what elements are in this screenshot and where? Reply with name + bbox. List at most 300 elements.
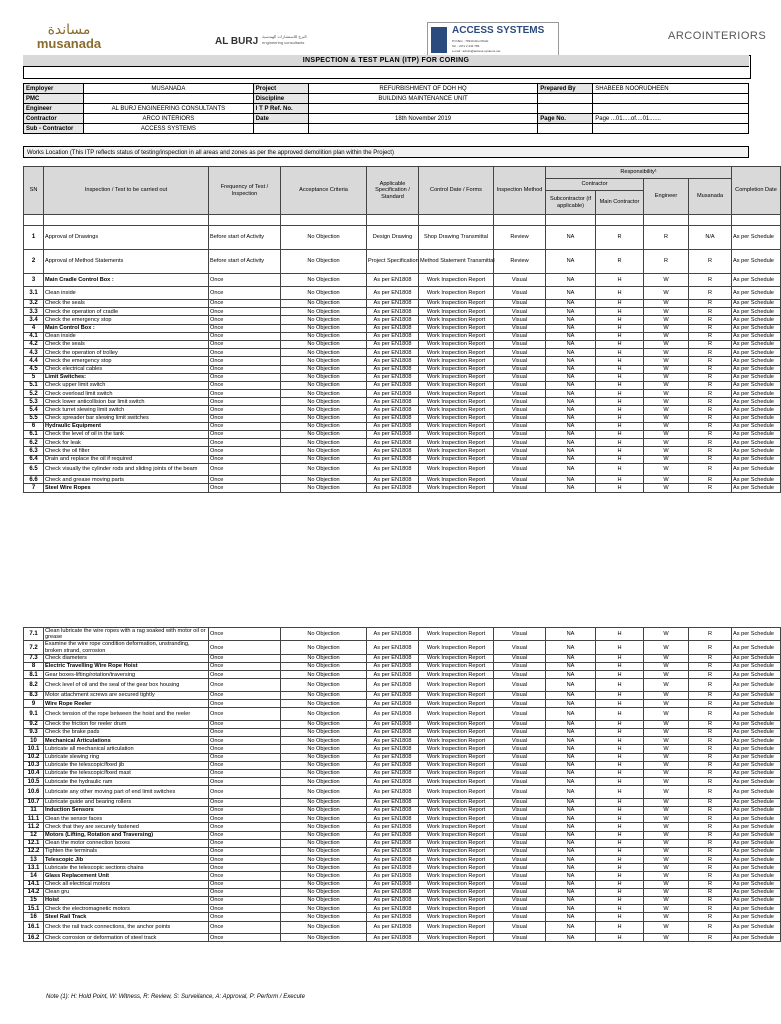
control-form-cell: Work Inspection Report xyxy=(419,815,494,823)
control-form-cell: Work Inspection Report xyxy=(419,463,494,476)
table-row xyxy=(24,300,781,308)
musanada-cell: R xyxy=(689,798,732,806)
sn-cell: 10.6 xyxy=(24,786,44,799)
frequency-cell: Once xyxy=(209,365,281,373)
acceptance-cell: No Objection xyxy=(281,357,367,365)
inspection-cell: Check electrical cables xyxy=(44,365,209,373)
table-row xyxy=(24,921,781,934)
specification-cell: As per EN1808 xyxy=(367,708,419,721)
acceptance-cell: No Objection xyxy=(281,934,367,942)
main-contractor-cell: H xyxy=(596,439,644,447)
specification-cell: As per EN1808 xyxy=(367,390,419,398)
inspection-cell: Steel Wire Ropes xyxy=(44,484,209,492)
engineer-cell: R xyxy=(644,226,689,250)
musanada-cell: R xyxy=(689,324,732,332)
table-row xyxy=(24,679,781,692)
engineer-cell: W xyxy=(644,831,689,839)
acceptance-cell: No Objection xyxy=(281,888,367,896)
completion-date-cell: As per Schedule xyxy=(732,332,781,340)
control-form-cell: Work Inspection Report xyxy=(419,390,494,398)
table-row xyxy=(24,250,781,274)
inspection-cell: Gear boxes-lifting/rotation/traversing xyxy=(44,671,209,679)
specification-cell: As per EN1808 xyxy=(367,484,419,492)
main-contractor-cell: H xyxy=(596,414,644,422)
specification-cell: As per EN1808 xyxy=(367,880,419,888)
acceptance-cell: No Objection xyxy=(281,316,367,324)
inspection-cell: Check visually the cylinder rods and sliding joints of the beam xyxy=(44,463,209,476)
control-form-cell: Work Inspection Report xyxy=(419,439,494,447)
completion-date-cell: As per Schedule xyxy=(732,786,781,799)
sn-cell: 8.3 xyxy=(24,691,44,699)
sn-cell: 6 xyxy=(24,422,44,430)
main-contractor-cell: H xyxy=(596,406,644,414)
main-contractor-cell: H xyxy=(596,398,644,406)
acceptance-cell: No Objection xyxy=(281,447,367,455)
specification-cell: As per EN1808 xyxy=(367,274,419,287)
acceptance-cell: No Objection xyxy=(281,340,367,348)
main-contractor-cell: H xyxy=(596,484,644,492)
inspection-method-cell: Visual xyxy=(494,745,546,753)
inspection-method-cell: Visual xyxy=(494,365,546,373)
subcontractor-cell: NA xyxy=(546,365,596,373)
subcontractor-cell: NA xyxy=(546,226,596,250)
table-row xyxy=(24,663,781,671)
completion-date-cell: As per Schedule xyxy=(732,226,781,250)
inspection-cell: Lubricate the telescopic/fixed jib xyxy=(44,761,209,769)
main-contractor-cell: H xyxy=(596,671,644,679)
inspection-method-cell: Visual xyxy=(494,287,546,300)
acceptance-cell: No Objection xyxy=(281,786,367,799)
sn-cell: 16 xyxy=(24,913,44,921)
completion-date-cell: As per Schedule xyxy=(732,934,781,942)
acceptance-cell: No Objection xyxy=(281,455,367,463)
sn-cell: 9 xyxy=(24,700,44,708)
acceptance-cell: No Objection xyxy=(281,332,367,340)
subcontractor-cell: NA xyxy=(546,700,596,708)
completion-date-cell: As per Schedule xyxy=(732,663,781,671)
inspection-cell: Check corrosion or deformation of steel track xyxy=(44,934,209,942)
subcontractor-cell: NA xyxy=(546,815,596,823)
table-row xyxy=(24,476,781,484)
table-row xyxy=(24,349,781,357)
table-row xyxy=(24,357,781,365)
specification-cell: As per EN1808 xyxy=(367,373,419,381)
inspection-method-cell: Visual xyxy=(494,839,546,847)
specification-cell: As per EN1808 xyxy=(367,934,419,942)
frequency-cell: Once xyxy=(209,406,281,414)
subcontractor-cell: NA xyxy=(546,476,596,484)
main-contractor-cell: H xyxy=(596,815,644,823)
completion-date-cell: As per Schedule xyxy=(732,720,781,728)
specification-cell: As per EN1808 xyxy=(367,332,419,340)
musanada-cell: R xyxy=(689,484,732,492)
inspection-method-cell: Visual xyxy=(494,422,546,430)
table-row xyxy=(24,888,781,896)
control-form-cell: Work Inspection Report xyxy=(419,398,494,406)
document-title: INSPECTION & TEST PLAN (ITP) FOR CORING xyxy=(23,55,749,67)
engineer-cell: W xyxy=(644,406,689,414)
acceptance-cell: No Objection xyxy=(281,880,367,888)
control-form-cell: Work Inspection Report xyxy=(419,761,494,769)
engineer-cell: W xyxy=(644,839,689,847)
inspection-cell: Glass Replacement Unit xyxy=(44,872,209,880)
engineer-cell: W xyxy=(644,728,689,736)
completion-date-cell: As per Schedule xyxy=(732,373,781,381)
sn-cell: 16.2 xyxy=(24,934,44,942)
frequency-cell: Once xyxy=(209,654,281,662)
completion-date-cell: As per Schedule xyxy=(732,778,781,786)
engineer-cell: W xyxy=(644,798,689,806)
acceptance-cell: No Objection xyxy=(281,628,367,641)
frequency-cell: Once xyxy=(209,373,281,381)
frequency-cell: Once xyxy=(209,398,281,406)
sn-cell: 13.1 xyxy=(24,864,44,872)
musanada-cell: R xyxy=(689,913,732,921)
acceptance-cell: No Objection xyxy=(281,439,367,447)
specification-cell: As per EN1808 xyxy=(367,798,419,806)
engineer-cell: W xyxy=(644,663,689,671)
specification-cell: As per EN1808 xyxy=(367,679,419,692)
main-contractor-cell: H xyxy=(596,463,644,476)
table-row xyxy=(24,745,781,753)
table-row xyxy=(24,641,781,654)
main-contractor-cell: H xyxy=(596,455,644,463)
sn-cell: 10 xyxy=(24,737,44,745)
acceptance-cell: No Objection xyxy=(281,414,367,422)
sn-cell: 3.4 xyxy=(24,316,44,324)
specification-cell: As per EN1808 xyxy=(367,897,419,905)
main-contractor-cell: H xyxy=(596,654,644,662)
musanada-cell: R xyxy=(689,641,732,654)
acceptance-cell: No Objection xyxy=(281,753,367,761)
frequency-cell: Once xyxy=(209,324,281,332)
specification-cell: As per EN1808 xyxy=(367,476,419,484)
engineer-cell: W xyxy=(644,778,689,786)
sn-cell: 8.2 xyxy=(24,679,44,692)
subcontractor-cell: NA xyxy=(546,778,596,786)
completion-date-cell: As per Schedule xyxy=(732,439,781,447)
itp-table-page1: SN Inspection / Test to be carried out Frequency of Test / Inspection Acceptance Criteria Applicable Specification / Standard Control Date / Forms Inspection Method Responsibility¹ Completion Date Contractor Engineer Musanada Subcontractor (if applicable) Main Contractor 1 Approval of Drawings Before start of Activity No Objection Design Drawing Shop Drawing Transmittal Review NA R R N/A As per Schedule 2 Approval of Method Statements Before start of Activity No Objection Project Specification Method Statement Transmittal Review NA R R R As per Schedule 3 Main Cradle Control Box : Once No Objection As per EN1808 Work Inspection Report Visual NA H W R As per Schedule 3.1 Clean inside Once No Objection As per EN1808 Work Inspection Report Visual NA H W R As per Schedule 3.2 Check the seals Once No Objection As per EN1808 Work Inspection Report Visual NA H W R As per Schedule 3.3 Check the operation of cradle Once No Objection As per EN1808 Work Inspection Report Visual NA H W R As per Schedule 3.4 Check the emergency stop Once No Objection As per EN1808 Work Inspection Report Visual NA H W R As per Schedule 4 Main Control Box : Once No Objection As per EN1808 Work Inspection Report Visual NA H W R As per Schedule 4.1 Clean inside Once No Objection As per EN1808 Work Inspection Report Visual NA H W R As per Schedule 4.2 Check the seals Once No Objection As per EN1808 Work Inspection Report Visual NA H W R As per Schedule 4.3 Check the operation of trolley Once No Objection As per EN1808 Work Inspection Report Visual NA H W R As per Schedule 4.4 Check the emergency stop Once No Objection As per EN1808 Work Inspection Report Visual NA H W R As per Schedule 4.5 Check electrical cables Once No Objection As per EN1808 Work Inspection Report Visual NA H W R As per Schedule 5 Limit Switches: Once No Objection As per EN1808 Work Inspection Report Visual NA H W R As per Schedule 5.1 Check upper limit switch Once No Objection As per EN1808 Work Inspection Report Visual NA H W R As per Schedule 5.2 Check overload limit switch Once No Objection As per EN1808 Work Inspection Report Visual NA H W R As per Schedule 5.3 Check lower anticollision bar limit switch Once No Objection As per EN1808 Work Inspection Report Visual NA H W R As per Schedule 5.4 Check turret slewing limit switch Once No Objection As per EN1808 Work Inspection Report Visual NA H W R As per Schedule 5.5 Check spreader bar slewing limit switches Once No Objection As per EN1808 Work Inspection Report Visual NA H W R As per Schedule 6 Hydraulic Equipment Once No Objection As per EN1808 Work Inspection Report Visual NA H W R As per Schedule 6.1 Check the level of oil in the tank Once No Objection As per EN1808 Work Inspection Report Visual NA H W R As per Schedule 6.2 Check for leak Once No Objection As per EN1808 Work Inspection Report Visual NA H W R As per Schedule 6.3 Check the oil filter Once No Objection As per EN1808 Work Inspection Report Visual NA H W R As per Schedule 6.4 Drain and replace the oil if required Once No Objection As per EN1808 Work Inspection Report Visual NA H W R As per Schedule 6.5 Check visually the cylinder rods and sliding joints of the beam Once No Objection As per EN1808 Work Inspection Report Visual NA H W R As per Schedule 6.6 Check and grease moving parts Once No Objection As per EN1808 Work Inspection Report Visual NA H W R As per Schedule 7 Steel Wire Ropes Once No Objection As per EN1808 Work Inspection Report Visual NA H W R As per Schedule xyxy=(23,166,781,493)
completion-date-cell: As per Schedule xyxy=(732,761,781,769)
specification-cell: As per EN1808 xyxy=(367,663,419,671)
frequency-cell: Once xyxy=(209,864,281,872)
inspection-method-cell: Visual xyxy=(494,880,546,888)
specification-cell: As per EN1808 xyxy=(367,691,419,699)
sn-cell: 12.2 xyxy=(24,847,44,855)
completion-date-cell: As per Schedule xyxy=(732,654,781,662)
inspection-cell: Check diameters xyxy=(44,654,209,662)
control-form-cell: Work Inspection Report xyxy=(419,274,494,287)
engineer-cell: W xyxy=(644,737,689,745)
main-contractor-cell: H xyxy=(596,856,644,864)
frequency-cell: Once xyxy=(209,831,281,839)
musanada-cell: R xyxy=(689,847,732,855)
musanada-cell: R xyxy=(689,823,732,831)
table-row xyxy=(24,365,781,373)
specification-cell: As per EN1808 xyxy=(367,761,419,769)
inspection-cell: Motors (Lifting, Rotation and Traversing) xyxy=(44,831,209,839)
table-row xyxy=(24,831,781,839)
specification-cell: As per EN1808 xyxy=(367,872,419,880)
engineer-cell: W xyxy=(644,786,689,799)
table-row xyxy=(24,823,781,831)
frequency-cell: Once xyxy=(209,761,281,769)
specification-cell: As per EN1808 xyxy=(367,455,419,463)
inspection-method-cell: Visual xyxy=(494,815,546,823)
control-form-cell: Work Inspection Report xyxy=(419,484,494,492)
engineer-cell: W xyxy=(644,888,689,896)
engineer-cell: W xyxy=(644,856,689,864)
table-row xyxy=(24,897,781,905)
sn-cell: 7 xyxy=(24,484,44,492)
frequency-cell: Before start of Activity xyxy=(209,250,281,274)
inspection-cell: Lubricate any other moving part of end limit switches xyxy=(44,786,209,799)
subcontractor-cell: NA xyxy=(546,753,596,761)
subcontractor-cell: NA xyxy=(546,422,596,430)
subcontractor-cell: NA xyxy=(546,880,596,888)
inspection-cell: Hoist xyxy=(44,897,209,905)
building-icon xyxy=(431,27,447,53)
acceptance-cell: No Objection xyxy=(281,839,367,847)
inspection-method-cell: Visual xyxy=(494,888,546,896)
main-contractor-cell: H xyxy=(596,340,644,348)
control-form-cell: Work Inspection Report xyxy=(419,287,494,300)
inspection-method-cell: Visual xyxy=(494,628,546,641)
acceptance-cell: No Objection xyxy=(281,815,367,823)
acceptance-cell: No Objection xyxy=(281,905,367,913)
main-contractor-cell: H xyxy=(596,847,644,855)
subcontractor-cell: NA xyxy=(546,406,596,414)
main-contractor-cell: H xyxy=(596,431,644,439)
inspection-method-cell: Visual xyxy=(494,431,546,439)
main-contractor-cell: H xyxy=(596,641,644,654)
musanada-cell: N/A xyxy=(689,226,732,250)
frequency-cell: Once xyxy=(209,847,281,855)
acceptance-cell: No Objection xyxy=(281,806,367,814)
table-row xyxy=(24,226,781,250)
specification-cell: As per EN1808 xyxy=(367,921,419,934)
frequency-cell: Once xyxy=(209,357,281,365)
subcontractor-cell: NA xyxy=(546,934,596,942)
completion-date-cell: As per Schedule xyxy=(732,708,781,721)
engineer-cell: W xyxy=(644,308,689,316)
frequency-cell: Once xyxy=(209,663,281,671)
engineer-cell: W xyxy=(644,753,689,761)
acceptance-cell: No Objection xyxy=(281,324,367,332)
inspection-method-cell: Review xyxy=(494,226,546,250)
subcontractor-cell: NA xyxy=(546,287,596,300)
subcontractor-cell: NA xyxy=(546,414,596,422)
musanada-cell: R xyxy=(689,700,732,708)
engineer-cell: W xyxy=(644,463,689,476)
table-row xyxy=(24,484,781,492)
control-form-cell: Work Inspection Report xyxy=(419,806,494,814)
sn-cell: 5.4 xyxy=(24,406,44,414)
sn-cell: 6.3 xyxy=(24,447,44,455)
sn-cell: 4.3 xyxy=(24,349,44,357)
subcontractor-cell: NA xyxy=(546,720,596,728)
main-contractor-cell: H xyxy=(596,921,644,934)
completion-date-cell: As per Schedule xyxy=(732,463,781,476)
completion-date-cell: As per Schedule xyxy=(732,414,781,422)
specification-cell: As per EN1808 xyxy=(367,406,419,414)
inspection-method-cell: Visual xyxy=(494,654,546,662)
engineer-cell: W xyxy=(644,484,689,492)
subcontractor-cell: NA xyxy=(546,357,596,365)
main-contractor-cell: H xyxy=(596,806,644,814)
frequency-cell: Once xyxy=(209,786,281,799)
sn-cell: 5.1 xyxy=(24,381,44,389)
main-contractor-cell: H xyxy=(596,308,644,316)
main-contractor-cell: R xyxy=(596,250,644,274)
control-form-cell: Work Inspection Report xyxy=(419,654,494,662)
frequency-cell: Once xyxy=(209,340,281,348)
inspection-method-cell: Visual xyxy=(494,864,546,872)
specification-cell: As per EN1808 xyxy=(367,856,419,864)
subcontractor-cell: NA xyxy=(546,761,596,769)
table-row xyxy=(24,671,781,679)
main-contractor-cell: H xyxy=(596,769,644,777)
frequency-cell: Once xyxy=(209,390,281,398)
sn-cell: 14 xyxy=(24,872,44,880)
main-contractor-cell: H xyxy=(596,778,644,786)
sn-cell: 4.2 xyxy=(24,340,44,348)
acceptance-cell: No Objection xyxy=(281,720,367,728)
sn-cell: 12.1 xyxy=(24,839,44,847)
inspection-cell: Lubricate the telescopic sections chains xyxy=(44,864,209,872)
completion-date-cell: As per Schedule xyxy=(732,431,781,439)
musanada-cell: R xyxy=(689,671,732,679)
control-form-cell: Work Inspection Report xyxy=(419,934,494,942)
inspection-method-cell: Visual xyxy=(494,398,546,406)
acceptance-cell: No Objection xyxy=(281,737,367,745)
main-contractor-cell: H xyxy=(596,839,644,847)
subcontractor-cell: NA xyxy=(546,856,596,864)
inspection-method-cell: Visual xyxy=(494,308,546,316)
control-form-cell: Work Inspection Report xyxy=(419,357,494,365)
engineer-cell: W xyxy=(644,628,689,641)
sn-cell: 12 xyxy=(24,831,44,839)
sn-cell: 8.1 xyxy=(24,671,44,679)
acceptance-cell: No Objection xyxy=(281,422,367,430)
subcontractor-cell: NA xyxy=(546,897,596,905)
subcontractor-cell: NA xyxy=(546,921,596,934)
frequency-cell: Once xyxy=(209,316,281,324)
acceptance-cell: No Objection xyxy=(281,406,367,414)
table-row xyxy=(24,398,781,406)
inspection-cell: Main Control Box : xyxy=(44,324,209,332)
legend-note: Note (1): H: Hold Point, W: Witness, R: Review, S: Surveilance, A: Approval, P: Perform / Execute xyxy=(46,994,305,1000)
engineer-cell: W xyxy=(644,708,689,721)
completion-date-cell: As per Schedule xyxy=(732,316,781,324)
control-form-cell: Work Inspection Report xyxy=(419,708,494,721)
acceptance-cell: No Objection xyxy=(281,390,367,398)
inspection-method-cell: Visual xyxy=(494,720,546,728)
acceptance-cell: No Objection xyxy=(281,864,367,872)
inspection-method-cell: Visual xyxy=(494,316,546,324)
completion-date-cell: As per Schedule xyxy=(732,806,781,814)
musanada-cell: R xyxy=(689,654,732,662)
inspection-cell: Check the friction for reeler drum xyxy=(44,720,209,728)
subcontractor-cell: NA xyxy=(546,390,596,398)
engineer-cell: R xyxy=(644,250,689,274)
frequency-cell: Once xyxy=(209,447,281,455)
subcontractor-cell: NA xyxy=(546,316,596,324)
subcontractor-cell: NA xyxy=(546,340,596,348)
inspection-method-cell: Visual xyxy=(494,406,546,414)
sn-cell: 5 xyxy=(24,373,44,381)
engineer-cell: W xyxy=(644,373,689,381)
frequency-cell: Once xyxy=(209,679,281,692)
inspection-method-cell: Visual xyxy=(494,300,546,308)
musanada-cell: R xyxy=(689,720,732,728)
sn-cell: 9.1 xyxy=(24,708,44,721)
main-contractor-cell: H xyxy=(596,761,644,769)
inspection-cell: Check the oil filter xyxy=(44,447,209,455)
inspection-cell: Check tension of the rope between the hoist and the reeler xyxy=(44,708,209,721)
completion-date-cell: As per Schedule xyxy=(732,888,781,896)
engineer-cell: W xyxy=(644,431,689,439)
specification-cell: As per EN1808 xyxy=(367,831,419,839)
subcontractor-cell: NA xyxy=(546,839,596,847)
musanada-cell: R xyxy=(689,373,732,381)
acceptance-cell: No Objection xyxy=(281,463,367,476)
completion-date-cell: As per Schedule xyxy=(732,880,781,888)
control-form-cell: Work Inspection Report xyxy=(419,406,494,414)
engineer-cell: W xyxy=(644,769,689,777)
musanada-cell: R xyxy=(689,679,732,692)
frequency-cell: Once xyxy=(209,691,281,699)
acceptance-cell: No Objection xyxy=(281,398,367,406)
musanada-cell: R xyxy=(689,357,732,365)
subcontractor-cell: NA xyxy=(546,628,596,641)
engineer-cell: W xyxy=(644,679,689,692)
inspection-cell: Lubricate all mechanical articulation xyxy=(44,745,209,753)
control-form-cell: Work Inspection Report xyxy=(419,897,494,905)
inspection-method-cell: Visual xyxy=(494,934,546,942)
specification-cell: As per EN1808 xyxy=(367,340,419,348)
main-contractor-cell: H xyxy=(596,332,644,340)
acceptance-cell: No Objection xyxy=(281,798,367,806)
table-row xyxy=(24,340,781,348)
inspection-cell: Check for leak xyxy=(44,439,209,447)
specification-cell: As per EN1808 xyxy=(367,815,419,823)
musanada-cell: R xyxy=(689,340,732,348)
inspection-cell: Check the operation of cradle xyxy=(44,308,209,316)
musanada-cell: R xyxy=(689,381,732,389)
control-form-cell: Work Inspection Report xyxy=(419,872,494,880)
completion-date-cell: As per Schedule xyxy=(732,913,781,921)
completion-date-cell: As per Schedule xyxy=(732,349,781,357)
inspection-cell: Check overload limit switch xyxy=(44,390,209,398)
control-form-cell: Work Inspection Report xyxy=(419,691,494,699)
engineer-cell: W xyxy=(644,381,689,389)
sn-cell: 8 xyxy=(24,663,44,671)
frequency-cell: Once xyxy=(209,728,281,736)
engineer-cell: W xyxy=(644,332,689,340)
musanada-cell: R xyxy=(689,921,732,934)
sn-cell: 1 xyxy=(24,226,44,250)
completion-date-cell: As per Schedule xyxy=(732,897,781,905)
musanada-cell: R xyxy=(689,769,732,777)
subcontractor-cell: NA xyxy=(546,455,596,463)
musanada-cell: R xyxy=(689,888,732,896)
itp-table-page2 xyxy=(23,627,781,942)
inspection-cell: Check the seals xyxy=(44,300,209,308)
sn-cell: 4.1 xyxy=(24,332,44,340)
specification-cell: As per EN1808 xyxy=(367,316,419,324)
subcontractor-cell: NA xyxy=(546,463,596,476)
